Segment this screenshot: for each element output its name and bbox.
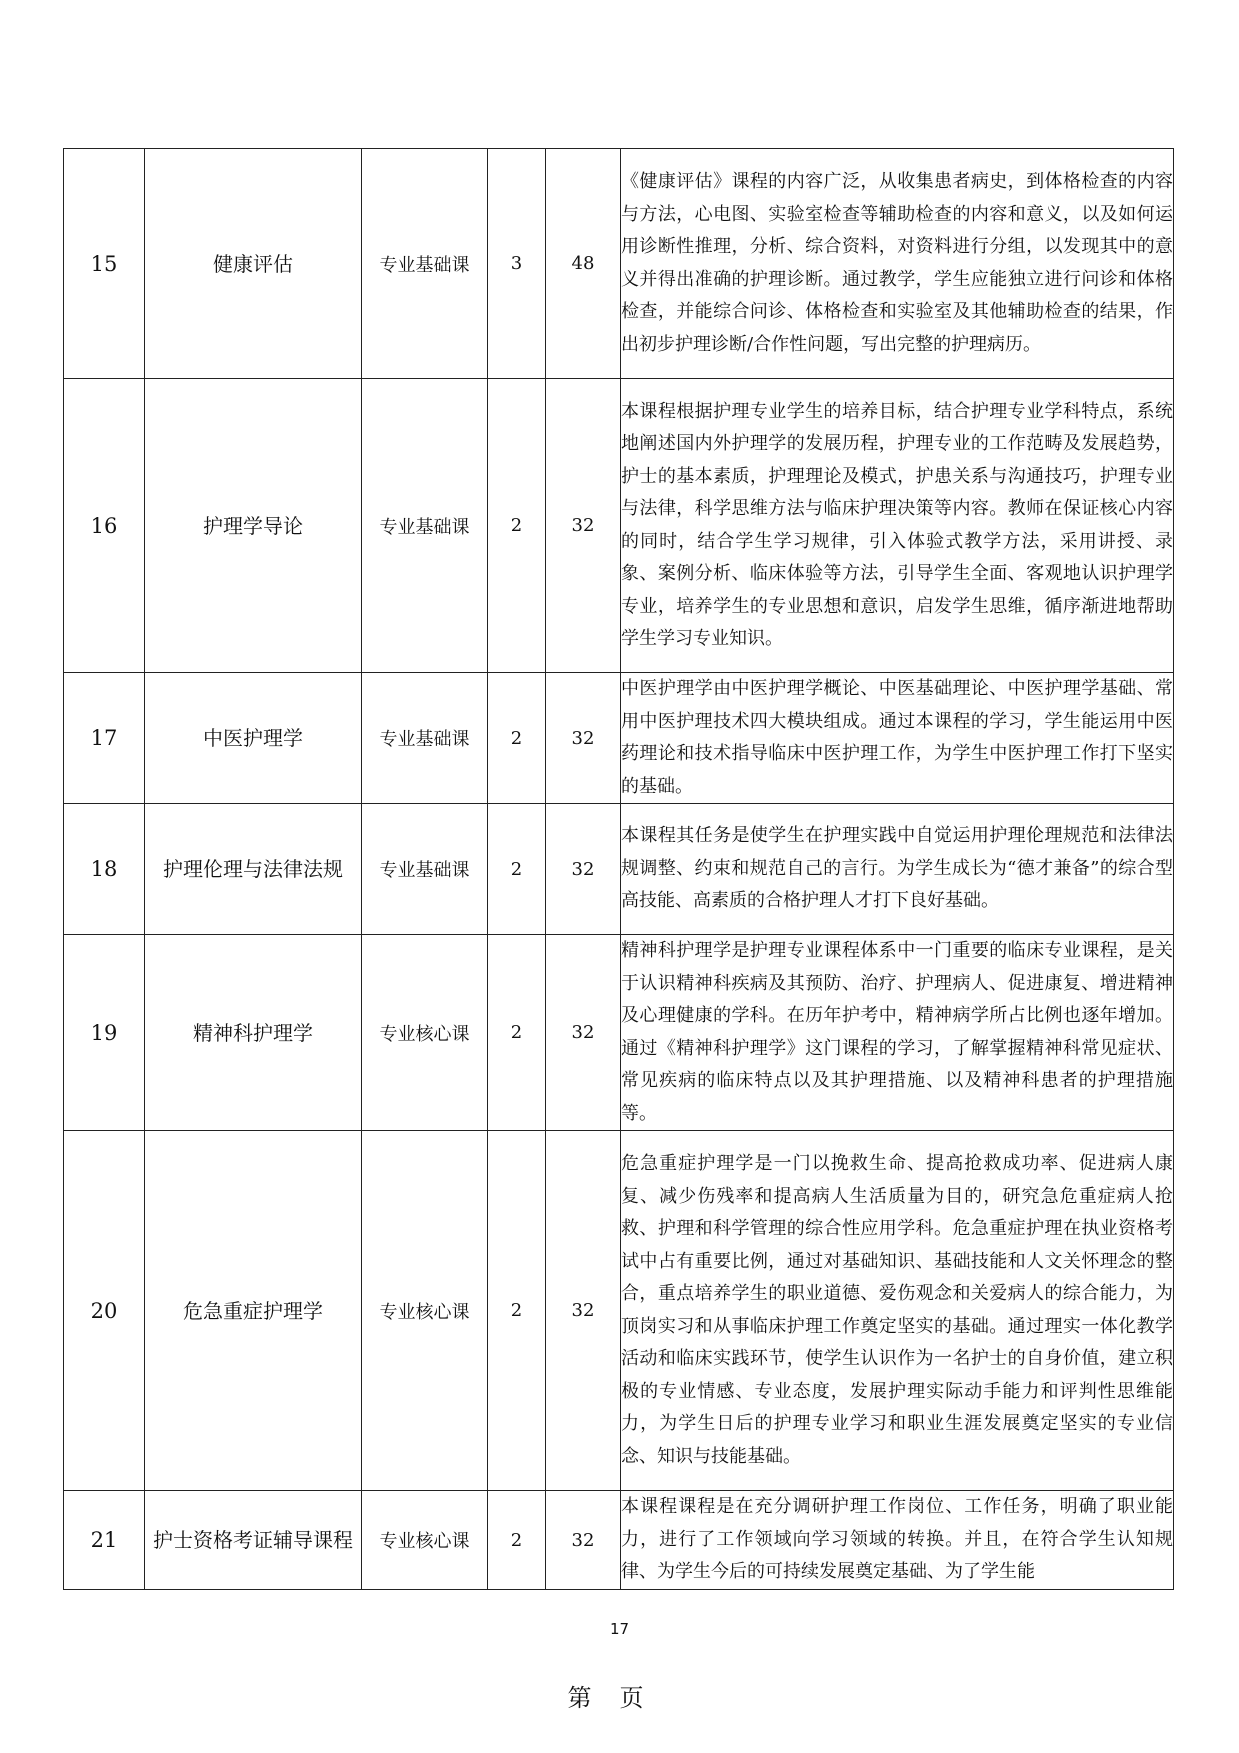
course-description: 本课程课程是在充分调研护理工作岗位、工作任务，明确了职业能力，进行了工作领域向学习领域的转换。并且，在符合学生认知规律、为学生今后的可持续发展奠定基础、为了学生能 (621, 1491, 1174, 1590)
course-hours: 48 (546, 149, 621, 379)
course-hours: 32 (546, 804, 621, 935)
course-name: 护理伦理与法律法规 (145, 804, 362, 935)
course-type: 专业基础课 (362, 379, 488, 673)
row-number: 18 (64, 804, 145, 935)
row-number: 17 (64, 673, 145, 804)
course-credit: 2 (488, 379, 546, 673)
course-name: 护士资格考证辅导课程 (145, 1491, 362, 1590)
course-table (63, 148, 1174, 1590)
course-hours: 32 (546, 935, 621, 1131)
course-hours: 32 (546, 379, 621, 673)
table-row (64, 149, 1174, 379)
course-credit: 2 (488, 935, 546, 1131)
course-description: 本课程其任务是使学生在护理实践中自觉运用护理伦理规范和法律法规调整、约束和规范自己的言行。为学生成长为“德才兼备”的综合型高技能、高素质的合格护理人才打下良好基础。 (621, 804, 1174, 935)
row-number: 16 (64, 379, 145, 673)
course-description: 精神科护理学是护理专业课程体系中一门重要的临床专业课程，是关于认识精神科疾病及其预防、治疗、护理病人、促进康复、增进精神及心理健康的学科。在历年护考中，精神病学所占比例也逐年增加。通过《精神科护理学》这门课程的学习，了解掌握精神科常见症状、常见疾病的临床特点以及其护理措施、以及精神科患者的护理措施等。 (621, 935, 1174, 1131)
course-type: 专业基础课 (362, 804, 488, 935)
course-description: 中医护理学由中医护理学概论、中医基础理论、中医护理学基础、常用中医护理技术四大模块组成。通过本课程的学习，学生能运用中医药理论和技术指导临床中医护理工作，为学生中医护理工作打下坚实的基础。 (621, 673, 1174, 804)
table-row (64, 1131, 1174, 1491)
course-name: 危急重症护理学 (145, 1131, 362, 1491)
row-number: 19 (64, 935, 145, 1131)
course-description: 危急重症护理学是一门以挽救生命、提高抢救成功率、促进病人康复、减少伤残率和提高病人生活质量为目的，研究急危重症病人抢救、护理和科学管理的综合性应用学科。危急重症护理在执业资格考试中占有重要比例，通过对基础知识、基础技能和人文关怀理念的整合，重点培养学生的职业道德、爱伤观念和关爱病人的综合能力，为顶岗实习和从事临床护理工作奠定坚实的基础。通过理实一体化教学活动和临床实践环节，使学生认识作为一名护士的自身价值，建立积极的专业情感、专业态度，发展护理实际动手能力和评判性思维能力，为学生日后的护理专业学习和职业生涯发展奠定坚实的专业信念、知识与技能基础。 (621, 1131, 1174, 1491)
course-name: 护理学导论 (145, 379, 362, 673)
course-type: 专业核心课 (362, 935, 488, 1131)
course-credit: 2 (488, 1131, 546, 1491)
table-row (64, 804, 1174, 935)
course-type: 专业核心课 (362, 1131, 488, 1491)
course-description: 《健康评估》课程的内容广泛，从收集患者病史，到体格检查的内容与方法，心电图、实验室检查等辅助检查的内容和意义，以及如何运用诊断性推理，分析、综合资料，对资料进行分组，以发现其中的意义并得出准确的护理诊断。通过教学，学生应能独立进行问诊和体格检查，并能综合问诊、体格检查和实验室及其他辅助检查的结果，作出初步护理诊断/合作性问题，写出完整的护理病历。 (621, 149, 1174, 379)
course-credit: 2 (488, 1491, 546, 1590)
course-description: 本课程根据护理专业学生的培养目标，结合护理专业学科特点，系统地阐述国内外护理学的发展历程，护理专业的工作范畴及发展趋势，护士的基本素质，护理理论及模式，护患关系与沟通技巧，护理专业与法律，科学思维方法与临床护理决策等内容。教师在保证核心内容的同时，结合学生学习规律，引入体验式教学方法，采用讲授、录象、案例分析、临床体验等方法，引导学生全面、客观地认识护理学专业，培养学生的专业思想和意识，启发学生思维，循序渐进地帮助学生学习专业知识。 (621, 379, 1174, 673)
course-type: 专业基础课 (362, 149, 488, 379)
row-number: 20 (64, 1131, 145, 1491)
course-hours: 32 (546, 673, 621, 804)
course-credit: 3 (488, 149, 546, 379)
course-credit: 2 (488, 673, 546, 804)
table-row (64, 1491, 1174, 1590)
table-row (64, 379, 1174, 673)
course-name: 精神科护理学 (145, 935, 362, 1131)
course-name: 健康评估 (145, 149, 362, 379)
table-row (64, 935, 1174, 1131)
course-type: 专业核心课 (362, 1491, 488, 1590)
table-row (64, 673, 1174, 804)
course-hours: 32 (546, 1491, 621, 1590)
course-name: 中医护理学 (145, 673, 362, 804)
row-number: 15 (64, 149, 145, 379)
course-hours: 32 (546, 1131, 621, 1491)
page-footer: 第页 (567, 1684, 672, 1712)
row-number: 21 (64, 1491, 145, 1590)
course-credit: 2 (488, 804, 546, 935)
page-number: 17 (609, 1620, 630, 1638)
course-type: 专业基础课 (362, 673, 488, 804)
